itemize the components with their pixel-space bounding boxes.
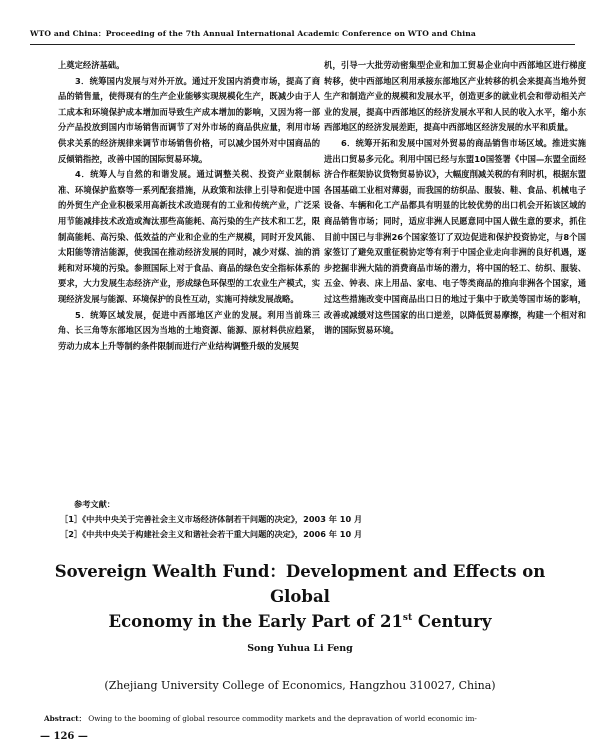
abstract-text: Owing to the booming of global resource commodity markets and the depravation of world economic im- bbox=[85, 714, 477, 723]
title-line-1: Sovereign Wealth Fund：Development and Effects on Global bbox=[54, 562, 546, 606]
title-superscript: st bbox=[402, 613, 413, 623]
left-paragraph-2: 4．统筹人与自然的和谐发展。通过调整关税、投资产业限制标准、环境保护监察等一系列配套措施，从政策和法律上引导和促进中国的外贸生产企业积极采用高新技术改造现有的工业和传统产业，广泛采用节能减排技术改造或淘汰那些高能耗、高污染的生产技术和工艺，限制高能耗、高污染、低效益的产业和企业的生产规模，同时开发风能、太阳能等清洁能源，使我国在推动经济发展的同时，减少对煤、油的消耗和对环境的污染。参照国际上对于食品、商品的绿色安全指标体系的要求，大力发展生态经济产业，形成绿色环保型的工农业生产模式，实现经济发展与能源、环境保护的良性互动，实施可持续发展战略。 bbox=[58, 169, 320, 304]
left-paragraph-0: 上奠定经济基础。 bbox=[58, 60, 125, 70]
right-text-column bbox=[324, 58, 586, 339]
title-line-2-end: Century bbox=[412, 612, 492, 631]
title-line-2-main: Economy in the Early Part of 21 bbox=[108, 612, 403, 631]
reference-item: ［1］《中共中央关于完善社会主义市场经济体制若干问题的决定》，2003 年 10 月 bbox=[60, 514, 363, 524]
paper-affiliation: (Zhejiang University College of Economics, Hangzhou 310027, China) bbox=[104, 679, 496, 692]
title-line-2 bbox=[40, 609, 560, 634]
references-section bbox=[60, 497, 560, 542]
left-text-column bbox=[58, 58, 320, 354]
paper-authors: Song Yuhua Li Feng bbox=[247, 643, 353, 654]
right-paragraph-1: 6．统筹开拓和发展中国对外贸易的商品销售市场区域。推进实施进出口贸易多元化。利用中国已经与东盟10国签署《中国—东盟全面经济合作框架协议货物贸易协议》，大幅度削减关税的有利时机，根据东盟各国基础工业相对薄弱，而我国的纺织品、服装、鞋、食品、机械电子设备、车辆和化工产品都具有明显的比较优势的出口机会开拓该区域的商品销售市场；同时，适应非洲人民愿意同中国人做生意的要求，抓住目前中国已与非洲26个国家签订了双边促进和保护投资协定，与8个国家签订了避免双重征税协定等有利于中国企业走向非洲的良好机遇，逐步挖掘非洲大陆的消费商品市场的潜力，将中国的轻工、纺织、服装、五金、钟表、床上用品、家电、电子等类商品的推向非洲各个国家，通过这些措施改变中国商品出口日的地过于集中于欧美等国市场的影响，改善或减缓对这些国家的出口逆差，以降低贸易摩擦，构建一个相对和谐的国际贸易环境。 bbox=[324, 137, 586, 336]
reference-item: ［2］《中共中央关于构建社会主义和谐社会若干重大问题的决定》，2006 年 10 月 bbox=[60, 529, 363, 539]
left-paragraph-3: 5．统筹区域发展，促进中西部地区产业的发展。利用当前珠三角、长三角等东部地区因为当地的土地资源、能源、原材料供应趋紧，劳动力成本上升等制约条件限制而进行产业结构调整升级的发展契 bbox=[58, 309, 320, 351]
references-heading: 参考文献： bbox=[74, 499, 115, 509]
header-rule bbox=[30, 44, 575, 45]
right-paragraph-0: 机，引导一大批劳动密集型企业和加工贸易企业向中西部地区进行梯度转移，使中西部地区利用承接东部地区产业转移的机会来提高当地外贸生产和制造产业的规模和发展水平，创造更多的就业机会和带动相关产业的发展，提高中西部地区的经济发展水平和人民的收入水平，缩小东西部地区的经济发展差距，提高中西部地区经济发展的水平和质量。 bbox=[324, 60, 586, 133]
abstract-line bbox=[44, 714, 564, 724]
running-header: WTO and China：Proceeding of the 7th Annual International Academic Conference on WTO and China bbox=[30, 29, 476, 38]
abstract-label: Abstract： bbox=[44, 714, 86, 723]
paper-title bbox=[40, 559, 560, 634]
left-paragraph-1: 3．统筹国内发展与对外开放。通过开发国内消费市场，提高了商品的销售量，使得现有的生产企业能够实现规模化生产，既减少由于人工成本和环境保护成本增加而导致生产成本增加的影响，又因为将一部分产品投放到国内市场销售而调节了对外市场的商品供应量，利用市场供求关系的经济规律来调节市场销售价格，可以减少国外对中国商品的反倾销指控，改善中国的国际贸易环境。 bbox=[58, 75, 320, 164]
page-number: — 126 — bbox=[40, 731, 88, 742]
